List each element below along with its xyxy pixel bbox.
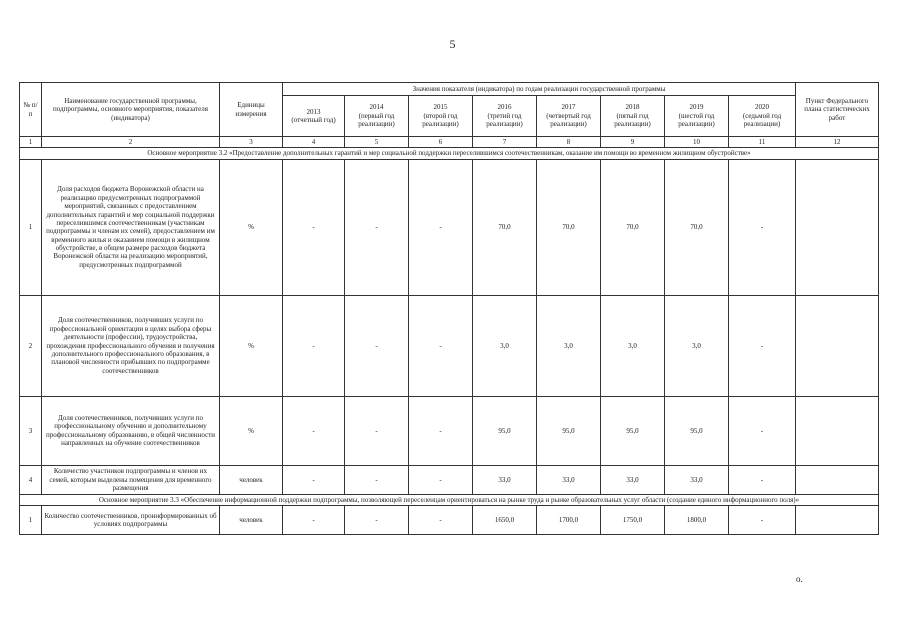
corner-mark: ο. — [796, 574, 803, 584]
header-year-2018: 2018 (пятый год реализации) — [601, 96, 665, 137]
header-year-2013: 2013 (отчетный год) — [283, 96, 345, 137]
section-title: Основное мероприятие 3.2 «Предоставление дополнительных гарантий и мер социальной поддержки переселившимся соотечественникам, оказание им помощи во временном жилищном обустройстве» — [20, 148, 879, 159]
indicator-name: Доля соотечественников, получивших услуги по профессиональной ориентации в целях выбора сферы деятельности (профессии), трудоустройства, прохождения профессионального обучения и получения дополнительного профессионального образования, в плановой численности прибывших по подпрограмме соотечественников — [42, 295, 220, 396]
section-title: Основное мероприятие 3.3 «Обеспечение информационной поддержки подпрограммы, позволяющей переселенцам ориентироваться на рынке труда и рынке образовательных услуг области (создание единого информационного поля)» — [20, 494, 879, 505]
page-number: 5 — [449, 37, 456, 51]
indicator-name: Количество соотечественников, проинформированных об условиях подпрограммы — [42, 506, 220, 535]
indicators-table — [19, 82, 879, 535]
header-year-2017: 2017 (четвертый год реализации) — [537, 96, 601, 137]
table-row: 1 Количество соотечественников, проинформированных об условиях подпрограммы человек - - - 1650,0 1700,0 1750,0 1800,0 - — [20, 506, 879, 535]
header-unit: Единицы измерения — [220, 83, 283, 137]
table-row: 2 Доля соотечественников, получивших услуги по профессиональной ориентации в целях выбора сферы деятельности (профессии), трудоустройства, прохождения профессионального обучения и получения дополнительного профессионального образования, в плановой численности прибывших по подпрограмме соотечественников % - - - 3,0 3,0 3,0 3,0 - — [20, 295, 879, 396]
section-title-row — [20, 148, 879, 159]
table-row: 1 Доля расходов бюджета Воронежской области на реализацию предусмотренных подпрограммой мероприятий, связанных с предоставлением дополнительных гарантий и мер социальной поддержки переселившимся соотечественникам (участникам подпрограммы и членам их семей), предоставлением им временного жилья и оказанием помощи в жилищном обустройстве, в общем размере расходов бюджета Воронежской области на реализацию мероприятий, предусмотренных подпрограммой % - - - 70,0 70,0 70,0 70,0 - — [20, 159, 879, 295]
column-numbers-row: 1 2 3 4 5 6 7 8 9 10 11 12 — [20, 137, 879, 148]
header-year-2020: 2020 (седьмой год реализации) — [729, 96, 796, 137]
table-row: 4 Количество участников подпрограммы и членов их семей, которым выделены помещения для временного размещения человек - - - 33,0 33,0 33,0 33,0 - — [20, 465, 879, 494]
header-year-2016: 2016 (третий год реализации) — [473, 96, 537, 137]
indicator-name: Доля соотечественников, получивших услуги по профессиональному обучению и дополнительному профессиональному образованию, в общей численности направленных на обучение соотечественников — [42, 396, 220, 465]
section-title-row — [20, 494, 879, 505]
header-year-2014: 2014 (первый год реализации) — [345, 96, 409, 137]
indicator-name: Количество участников подпрограммы и членов их семей, которым выделены помещения для временного размещения — [42, 465, 220, 494]
header-values-group: Значения показателя (индикатора) по годам реализации государственной программы — [283, 83, 796, 96]
header-year-2019: 2019 (шестой год реализации) — [665, 96, 729, 137]
header-plan-item: Пункт Федерального плана статистических работ — [796, 83, 879, 137]
header-year-2015: 2015 (второй год реализации) — [409, 96, 473, 137]
header-no: № п/п — [20, 83, 42, 137]
header-name: Наименование государственной программы, подпрограммы, основного мероприятия, показателя (индикатора) — [42, 83, 220, 137]
indicator-name: Доля расходов бюджета Воронежской области на реализацию предусмотренных подпрограммой мероприятий, связанных с предоставлением дополнительных гарантий и мер социальной поддержки переселившимся соотечественникам (участникам подпрограммы и членам их семей), предоставлением им временного жилья и оказанием помощи в жилищном обустройстве, в общем размере расходов бюджета Воронежской области на реализацию мероприятий, предусмотренных подпрограммой — [42, 159, 220, 295]
table-row: 3 Доля соотечественников, получивших услуги по профессиональному обучению и дополнительному профессиональному образованию, в общей численности направленных на обучение соотечественников % - - - 95,0 95,0 95,0 95,0 - — [20, 396, 879, 465]
